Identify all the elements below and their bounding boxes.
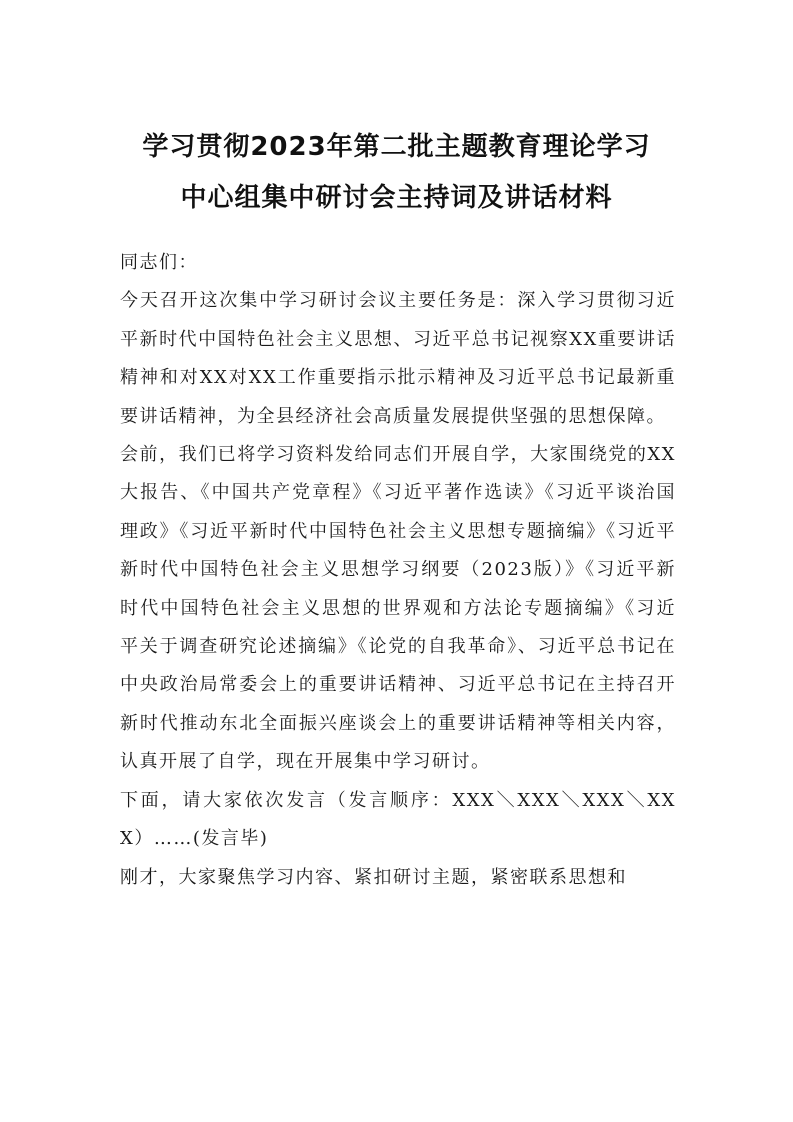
paragraph-summary: 刚才，大家聚焦学习内容、紧扣研讨主题，紧密联系思想和 [120, 866, 627, 888]
title-line-2: 中心组集中研讨会主持词及讲话材料 [180, 183, 613, 213]
document-title [96, 122, 697, 224]
paragraph-meeting-tasks: 今天召开这次集中学习研讨会议主要任务是：深入学习贯彻习近平新时代中国特色社会主义思想、习近平总书记视察XX重要讲话精神和对XX对XX工作重要指示批示精神及习近平总书记最新重要讲话精神，为全县经济社会高质量发展提供坚强的思想保障。 [120, 290, 676, 427]
title-line-1: 学习贯彻2023年第二批主题教育理论学习 [142, 132, 651, 162]
paragraph-speaking-order: 下面，请大家依次发言（发言顺序：XXX＼XXX＼XXX＼XXX）……(发言毕) [120, 789, 676, 850]
paragraph-self-study: 会前，我们已将学习资料发给同志们开展自学，大家围绕党的XX大报告、《中国共产党章程》《习近平著作选读》《习近平谈治国理政》《习近平新时代中国特色社会主义思想专题摘编》《习近平新时代中国特色社会主义思想学习纲要（2023版）》《习近平新时代中国特色社会主义思想的世界观和方法论专题摘编》《习近平关于调查研究论述摘编》《论党的自我革命》、习近平总书记在中央政治局常委会上的重要讲话精神、习近平总书记在主持召开新时代推动东北全面振兴座谈会上的重要讲话精神等相关内容，认真开展了自学，现在开展集中学习研讨。 [120, 444, 676, 773]
salutation: 同志们： [120, 252, 198, 273]
document-body [120, 244, 676, 897]
